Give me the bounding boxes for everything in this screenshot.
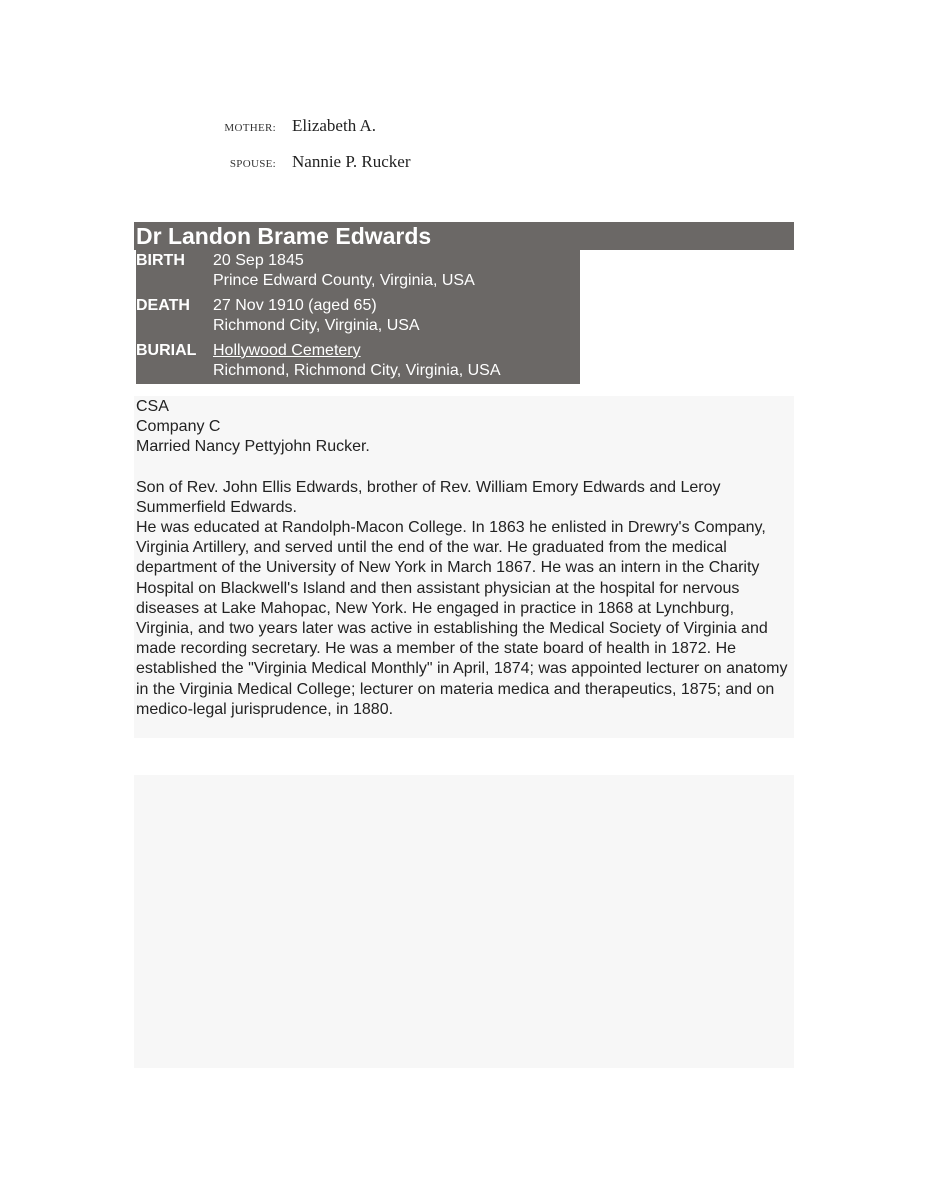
bio-line-married: Married Nancy Pettyjohn Rucker. bbox=[136, 438, 370, 456]
spouse-name[interactable]: Nannie P. Rucker bbox=[292, 152, 411, 171]
bio-career-paragraph: He was educated at Randolph-Macon College. In 1863 he enlisted in Drewry's Company, Virginia Artillery, and served until the end of the war. He graduated from the medical department of the University of New York in March 1867. He was an intern in the Charity Hospital on Blackwell's Island and then assistant physician at the hospital for nervous diseases at Lake Mahopac, New York. He engaged in practice in 1868 at Lynchburg, Virginia, and two years later was active in establishing the Medical Society of Virginia and made recording secretary. He was a member of the state board of health in 1872. He established the "Virginia Medical Monthly" in April, 1874; was appointed lecturer on anatomy in the Virginia Medical College; lecturer on materia medica and therapeutics, 1875; and on medico-legal jurisprudence, in 1880. bbox=[136, 519, 788, 718]
person-name: Dr Landon Brame Edwards bbox=[136, 223, 432, 249]
death-fact bbox=[136, 295, 580, 336]
spouse-label: SPOUSE: bbox=[229, 158, 276, 170]
parents-section bbox=[150, 116, 570, 188]
death-label: DEATH bbox=[136, 297, 190, 314]
birth-place: Prince Edward County, Virginia, USA bbox=[213, 272, 475, 289]
cemetery-link[interactable]: Hollywood Cemetery bbox=[213, 342, 361, 359]
burial-fact bbox=[136, 340, 580, 381]
bio-spacer bbox=[136, 458, 792, 478]
death-place: Richmond City, Virginia, USA bbox=[213, 317, 420, 334]
burial-details bbox=[213, 341, 501, 381]
bio-line-csa: CSA bbox=[136, 398, 169, 415]
death-date: 27 Nov 1910 (aged 65) bbox=[213, 297, 377, 314]
birth-date: 20 Sep 1845 bbox=[213, 252, 304, 269]
bio-family-paragraph: Son of Rev. John Ellis Edwards, brother of Rev. William Emory Edwards and Leroy Summerfield Edwards. bbox=[136, 478, 721, 516]
memorial-title-bar bbox=[134, 222, 794, 250]
spouse-row bbox=[150, 152, 570, 188]
burial-place: Richmond, Richmond City, Virginia, USA bbox=[213, 362, 501, 379]
vital-facts-box bbox=[136, 250, 580, 384]
mother-label: MOTHER: bbox=[224, 122, 276, 134]
death-details bbox=[213, 296, 420, 336]
mother-name[interactable]: Elizabeth A. bbox=[292, 116, 377, 135]
bio-line-company: Company C bbox=[136, 418, 221, 436]
burial-label: BURIAL bbox=[136, 342, 197, 359]
birth-label: BIRTH bbox=[136, 252, 185, 269]
birth-details bbox=[213, 251, 475, 291]
birth-fact bbox=[136, 250, 580, 291]
empty-photo-panel bbox=[134, 775, 794, 1068]
mother-row bbox=[150, 116, 570, 152]
biography-text bbox=[134, 396, 794, 738]
